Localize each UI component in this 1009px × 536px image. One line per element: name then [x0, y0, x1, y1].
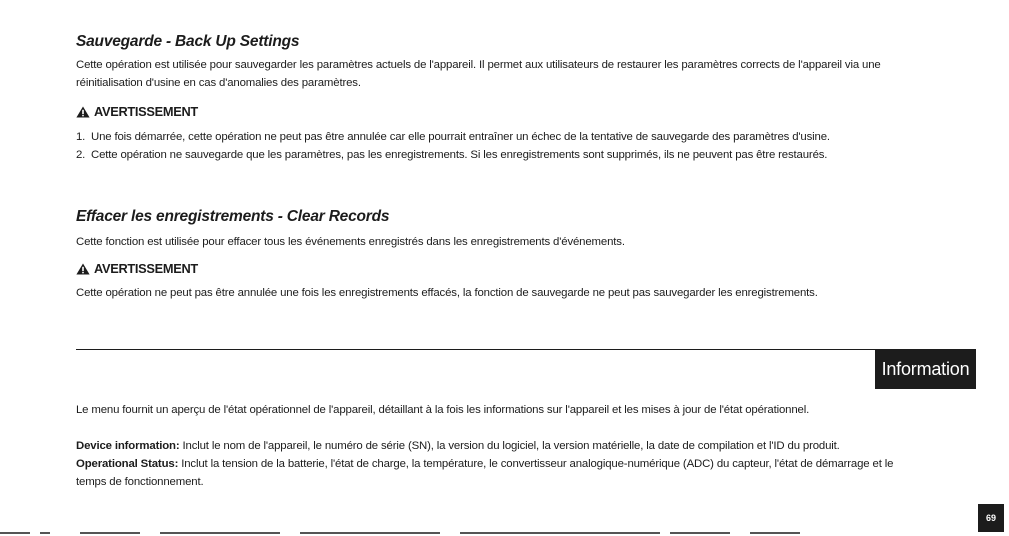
backup-section-title: Sauvegarde - Back Up Settings: [76, 33, 300, 50]
backup-description-line2: réinitialisation d'usine en cas d'anomalies des paramètres.: [76, 77, 361, 89]
device-information-line: [76, 437, 956, 455]
backup-warning-label: AVERTISSEMENT: [94, 104, 198, 119]
list-item-text: Une fois démarrée, cette opération ne peut pas être annulée car elle pourrait entraîner un échec de la tentative de sauvegarde des paramètres d'usine.: [91, 131, 830, 143]
operational-status-label: Operational Status:: [76, 458, 179, 470]
clear-records-section-title: Effacer les enregistrements - Clear Records: [76, 208, 390, 225]
clear-records-warning-heading: [76, 261, 198, 276]
operational-status-line: [76, 455, 956, 473]
list-item: [76, 146, 976, 164]
list-item-text: Cette opération ne sauvegarde que les paramètres, pas les enregistrements. Si les enregistrements sont supprimés, ils ne peuvent pas être restaurés.: [91, 149, 828, 161]
clear-records-description: Cette fonction est utilisée pour effacer tous les événements enregistrés dans les enregistrements d'événements.: [76, 236, 625, 248]
backup-description: [76, 56, 956, 92]
warning-triangle-icon: [76, 106, 90, 118]
operational-status-text: Inclut la tension de la batterie, l'état de charge, la température, le convertisseur analogique-numérique (ADC) du capteur, l'état de démarrage et le: [178, 458, 894, 470]
next-page-bleed: [0, 532, 1009, 536]
section-divider: [76, 349, 976, 350]
device-information-label: Device information:: [76, 440, 180, 452]
operational-status-line2: temps de fonctionnement.: [76, 476, 204, 488]
page-number: 69: [978, 504, 1004, 532]
backup-warning-list: [76, 128, 976, 164]
backup-description-line1: Cette opération est utilisée pour sauvegarder les paramètres actuels de l'appareil. Il permet aux utilisateurs de restaurer les paramètres corrects de l'appareil via une: [76, 59, 881, 71]
information-section-tab: Information: [875, 349, 976, 389]
list-item-number: 1.: [76, 131, 86, 143]
device-information-text: Inclut le nom de l'appareil, le numéro de série (SN), la version du logiciel, la version matérielle, la date de compilation et l'ID du produit.: [179, 440, 840, 452]
information-details: [76, 437, 956, 491]
list-item: [76, 128, 976, 146]
information-intro: Le menu fournit un aperçu de l'état opérationnel de l'appareil, détaillant à la fois les informations sur l'appareil et les mises à jour de l'état opérationnel.: [76, 404, 810, 416]
warning-triangle-icon: [76, 263, 90, 275]
clear-records-warning-label: AVERTISSEMENT: [94, 261, 198, 276]
list-item-number: 2.: [76, 149, 86, 161]
clear-records-warning-text: Cette opération ne peut pas être annulée une fois les enregistrements effacés, la fonction de sauvegarde ne peut pas sauvegarder les enregistrements.: [76, 287, 818, 299]
backup-warning-heading: [76, 104, 198, 119]
